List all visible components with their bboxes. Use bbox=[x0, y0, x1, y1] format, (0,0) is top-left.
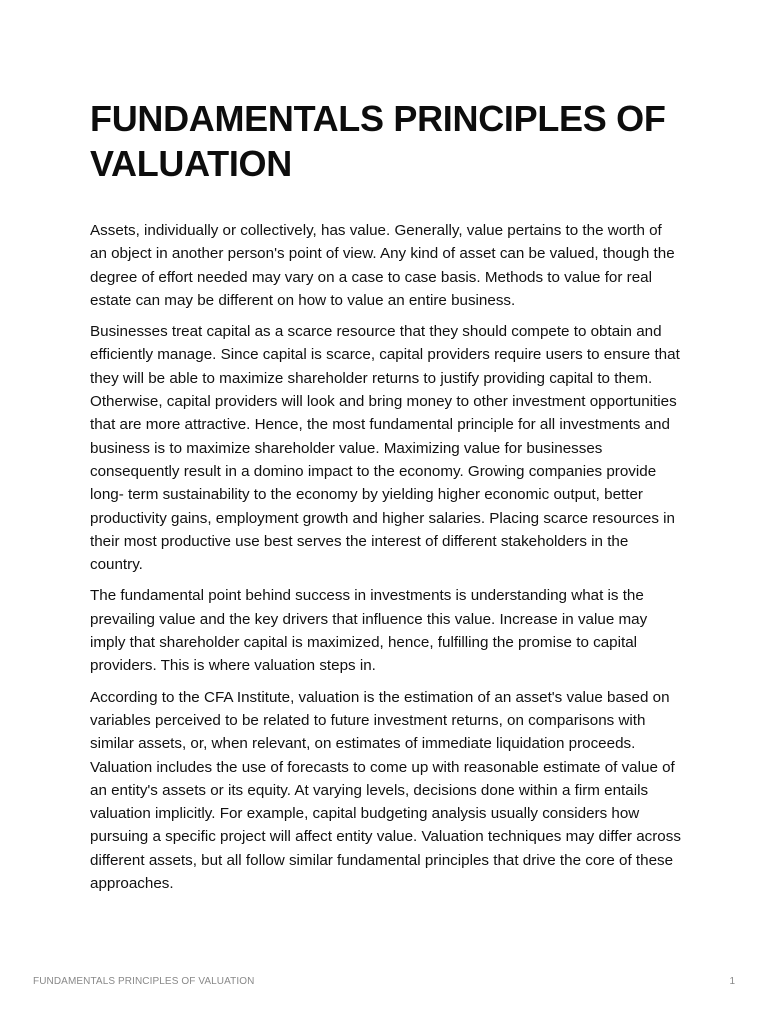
paragraph-3: The fundamental point behind success in investments is understanding what is the prevailing value and the key drivers that influence this value. Increase in value may imply that shareholder capital is maximized, hence, fulfilling the promise to capital providers. This is where valuation steps in. bbox=[90, 587, 648, 675]
paragraph-1: Assets, individually or collectively, has value. Generally, value pertains to the worth of an object in another person's point of view. Any kind of asset can be valued, though the degree of effort needed may vary on a case to case basis. Methods to value for real estate can may be different on how to value an entire business. bbox=[90, 222, 675, 309]
document-body bbox=[90, 219, 682, 895]
paragraph-2: Businesses treat capital as a scarce resource that they should compete to obtain and efficiently manage. Since capital is scarce, capital providers require users to ensure that they will be able to maximize shareholder returns to justify providing capital to them. Otherwise, capital providers will look and bring money to other investment opportunities that are more attractive. Hence, the most fundamental principle for all investments and business is to maximize shareholder value. Maximizing value for businesses consequently result in a domino impact to the economy. Growing companies provide long- term sustainability to the economy by yielding higher economic output, better productivity gains, employment growth and higher salaries. Placing scarce resources in their most productive use best serves the interest of different stakeholders in the country. bbox=[90, 323, 680, 574]
document-page bbox=[90, 96, 682, 903]
footer-page-number: 1 bbox=[729, 976, 735, 987]
page-title: FUNDAMENTALS PRINCIPLES OF VALUATION bbox=[90, 98, 666, 184]
footer-running-title: FUNDAMENTALS PRINCIPLES OF VALUATION bbox=[33, 976, 255, 987]
paragraph-4: According to the CFA Institute, valuation is the estimation of an asset's value based on variables perceived to be related to future investment returns, on comparisons with similar assets, or, when relevant, on estimates of immediate liquidation proceeds. Valuation includes the use of forecasts to come up with reasonable estimate of value of an entity's assets or its equity. At varying levels, decisions done within a firm entails valuation implicitly. For example, capital budgeting analysis usually considers how pursuing a specific project will affect entity value. Valuation techniques may differ across different assets, but all follow similar fundamental principles that drive the core of these approaches. bbox=[90, 688, 681, 893]
